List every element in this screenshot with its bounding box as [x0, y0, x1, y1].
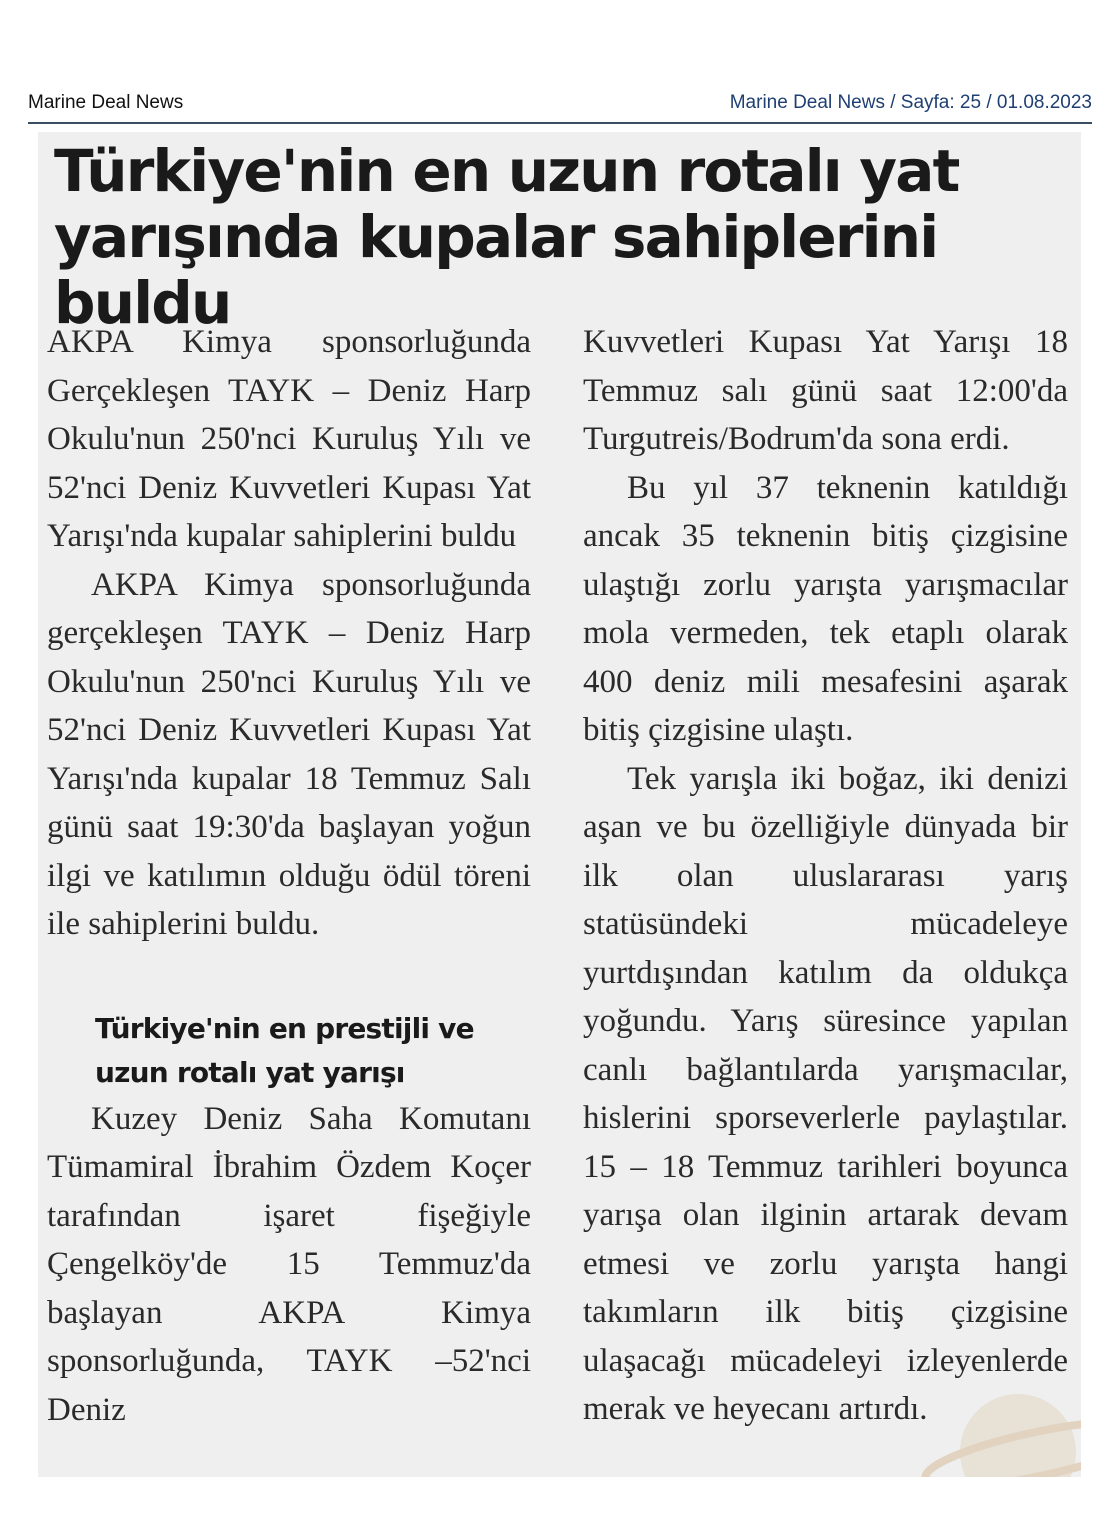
publication-page-info: Marine Deal News / Sayfa: 25 / 01.08.2023: [729, 92, 1092, 113]
lead-paragraph: AKPA Kimya sponsorluğunda Gerçekleşen TAYK – Deniz Harp Okulu'nun 250'nci Kuruluş Yılı ve 52'nci Deniz Kuvvetleri Kupası Yat Yarışı'nda kupalar sahiplerini buldu: [47, 324, 531, 554]
body-paragraph: Kuzey Deniz Saha Komutanı Tümamiral İbrahim Özdem Koçer tarafından işaret fişeğiyle Çengelköy'de 15 Temmuz'da başlayan AKPA Kimya sponsorluğunda, TAYK –52'nci Deniz: [47, 1100, 531, 1428]
body-paragraph: Tek yarışla iki boğaz, iki denizi aşan ve bu özelliğiyle dünyada bir ilk olan uluslararası yarış statüsündeki mücadeleye yurtdışından katılım da oldukça yoğundu. Yarış süresince yapılan canlı bağlantılarda yarışmacılar, hislerini sporseverlerle paylaştılar. 15 – 18 Temmuz tarihleri boyunca yarışa olan ilginin artarak devam etmesi ve zorlu yarışta hangi takımların ilk bitiş çizgisine ulaşacağı mücadeleyi izleyenlerde merak ve heyecanı artırdı.: [583, 760, 1068, 1427]
article-subheading: Türkiye'nin en prestijli ve uzun rotalı yat yarışı: [95, 1011, 474, 1089]
headline-line-2: yarışında kupalar sahiplerini buldu: [54, 203, 938, 337]
news-clipping: [38, 132, 1081, 1477]
body-paragraph: AKPA Kimya sponsorluğunda gerçekleşen TAYK – Deniz Harp Okulu'nun 250'nci Kuruluş Yılı ve 52'nci Deniz Kuvvetleri Kupası Yat Yarışı'nda kupalar 18 Temmuz Salı günü saat 19:30'da başlayan yoğun ilgi ve katılımın olduğu ödül töreni ile sahiplerini buldu.: [47, 566, 531, 942]
headline-line-1: Türkiye'nin en uzun rotalı yat: [54, 137, 959, 205]
watermark-logo-icon: [908, 1382, 1081, 1477]
body-paragraph: Bu yıl 37 teknenin katıldığı ancak 35 teknenin bitiş çizgisine ulaştığı zorlu yarışta yarışmacılar mola vermeden, tek etaplı olarak 400 deniz mili mesafesini aşarak bitiş çizgisine ulaştı.: [583, 469, 1068, 748]
body-paragraph: Kuvvetleri Kupası Yat Yarışı 18 Temmuz salı günü saat 12:00'da Turgutreis/Bodrum'da sona erdi.: [583, 324, 1068, 457]
article-headline: [54, 138, 1074, 336]
publication-name: Marine Deal News: [28, 92, 184, 113]
page-header: [28, 86, 1092, 124]
article-column-left: [47, 318, 531, 1434]
article-column-right: [583, 318, 1068, 1434]
